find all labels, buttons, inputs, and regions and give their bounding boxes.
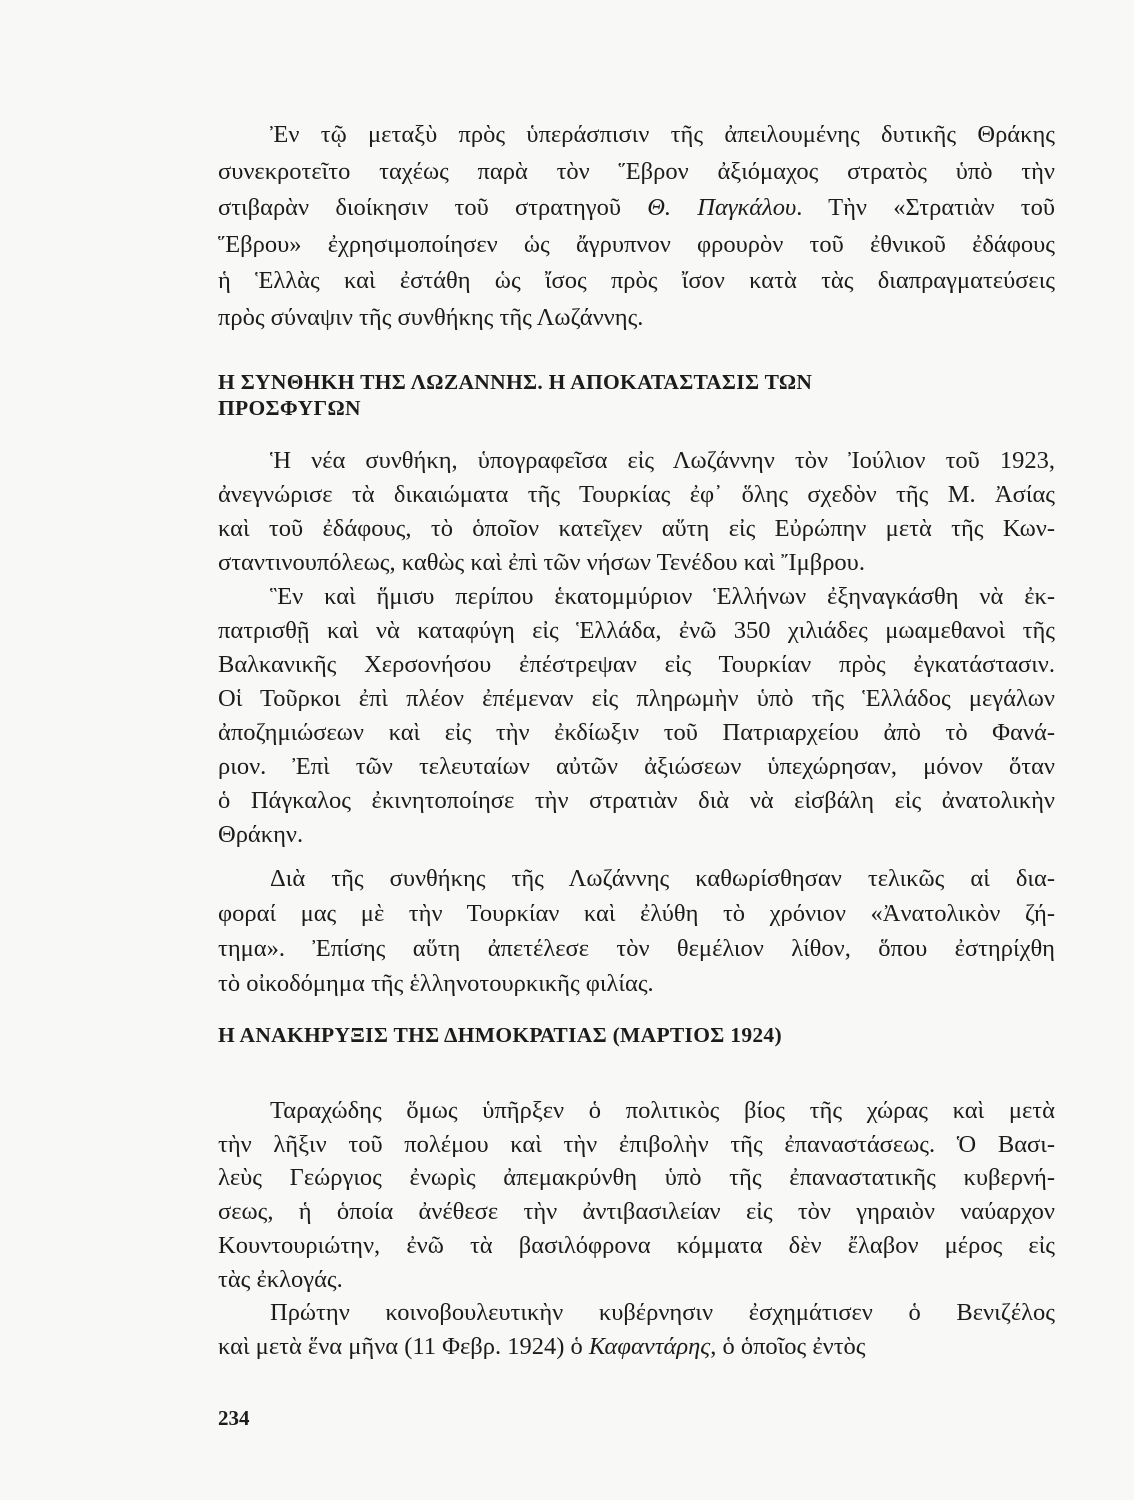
section-heading-republic: Η ΑΝΑΚΗΡΥΞΙΣ ΤΗΣ ΔΗΜΟΚΡΑΤΙΑΣ (ΜΑΡΤΙΟΣ 1924) bbox=[218, 1023, 782, 1047]
text-segment: , ὁ ὁποῖος ἐντὸς bbox=[710, 1332, 866, 1360]
text-line: πρὸς σύναψιν τῆς συνθήκης τῆς Λωζάννης. bbox=[218, 303, 644, 331]
text-line: σεως, ἡ ὁποία ἀνέθεσε τὴν ἀντιβασιλείαν εἰς τὸν γηραιὸν ναύαρχον bbox=[218, 1198, 1055, 1226]
text-line: τὴν λῆξιν τοῦ πολέμου καὶ τὴν ἐπιβολὴν τῆς ἐπαναστάσεως. Ὁ Βασι- bbox=[218, 1130, 1055, 1158]
text-line: Οἱ Τοῦρκοι ἐπὶ πλέον ἐπέμεναν εἰς πληρωμὴν ὑπὸ τῆς Ἑλλάδος μεγάλων bbox=[218, 685, 1055, 712]
text-line: ἡ Ἑλλὰς καὶ ἐστάθη ὡς ἴσος πρὸς ἴσον κατὰ τὰς διαπραγματεύσεις bbox=[218, 267, 1055, 294]
section-heading-line: Η ΣΥΝΘΗΚΗ ΤΗΣ ΛΩΖΑΝΝΗΣ. Η ΑΠΟΚΑΤΑΣΤΑΣΙΣ ΤΩΝ bbox=[218, 370, 813, 394]
text-line: συνεκροτεῖτο ταχέως παρὰ τὸν Ἕβρον ἀξιόμαχος στρατὸς ὑπὸ τὴν bbox=[218, 157, 1055, 185]
text-line: τὸ οἰκοδόμημα τῆς ἑλληνοτουρκικῆς φιλίας. bbox=[218, 970, 654, 997]
italic-name: Θ. Παγκάλου bbox=[647, 194, 797, 221]
section-heading-line: ΠΡΟΣΦΥΓΩΝ bbox=[218, 396, 361, 420]
text-line: ἀποζημιώσεων καὶ εἰς τὴν ἐκδίωξιν τοῦ Πατριαρχείου ἀπὸ τὸ Φανά- bbox=[218, 719, 1055, 746]
text-line: Διὰ τῆς συνθήκης τῆς Λωζάννης καθωρίσθησαν τελικῶς αἱ δια- bbox=[270, 865, 1055, 892]
text-line: ἀνεγνώρισε τὰ δικαιώματα τῆς Τουρκίας ἐφ᾽ ὅλης σχεδὸν τῆς Μ. Ἀσίας bbox=[218, 481, 1055, 508]
text-segment: καὶ μετὰ ἕνα μῆνα (11 Φεβρ. 1924) ὁ bbox=[218, 1332, 589, 1360]
paragraph-treaty-terms bbox=[218, 444, 1055, 580]
paragraph-government bbox=[218, 1296, 1055, 1363]
text-line: τημα». Ἐπίσης αὕτη ἀπετέλεσε τὸν θεμέλιον λίθον, ὅπου ἐστηρίχθη bbox=[218, 935, 1055, 962]
text-line: λεὺς Γεώργιος ἐνωρὶς ἀπεμακρύνθη ὑπὸ τῆς ἐπαναστατικῆς κυβερνή- bbox=[218, 1164, 1055, 1192]
text-line: ριον. Ἐπὶ τῶν τελευταίων αὐτῶν ἀξιώσεων ὑπεχώρησαν, μόνον ὅταν bbox=[218, 753, 1055, 780]
text-line: σταντινουπόλεως, καθὼς καὶ ἐπὶ τῶν νήσων Τενέδου καὶ Ἴμβρου. bbox=[218, 549, 865, 576]
paragraph-political-life bbox=[218, 1094, 1055, 1296]
text-line: Ἡ νέα συνθήκη, ὑπογραφεῖσα εἰς Λωζάννην τὸν Ἰούλιον τοῦ 1923, bbox=[270, 447, 1055, 474]
text-line: Θράκην. bbox=[218, 821, 304, 848]
text-line: Βαλκανικῆς Χερσονήσου ἐπέστρεψαν εἰς Τουρκίαν πρὸς ἐγκατάστασιν. bbox=[218, 651, 1055, 678]
text-line: Πρώτην κοινοβουλευτικὴν κυβέρνησιν ἐσχημάτισεν ὁ Βενιζέλος bbox=[270, 1299, 1055, 1326]
text-line: Ἕβρου» ἐχρησιμοποίησεν ὡς ἄγρυπνον φρουρὸν τοῦ ἐθνικοῦ ἐδάφους bbox=[218, 230, 1055, 258]
text-line bbox=[218, 190, 1055, 227]
text-line bbox=[218, 1330, 1055, 1364]
text-segment: . Τὴν «Στρατιὰν τοῦ bbox=[796, 194, 1055, 221]
text-line: Ταραχώδης ὅμως ὑπῆρξεν ὁ πολιτικὸς βίος τῆς χώρας καὶ μετὰ bbox=[270, 1097, 1055, 1124]
text-line: Ἐν τῷ μεταξὺ πρὸς ὑπεράσπισιν τῆς ἀπειλουμένης δυτικῆς Θράκης bbox=[270, 121, 1055, 148]
paragraph-refugees bbox=[218, 580, 1055, 852]
text-line: πατρισθῇ καὶ νὰ καταφύγη εἰς Ἑλλάδα, ἐνῶ 350 χιλιάδες μωαμεθανοὶ τῆς bbox=[218, 617, 1055, 644]
paragraph-treaty-result bbox=[218, 861, 1055, 1001]
italic-name: Καφαντάρης bbox=[588, 1332, 711, 1360]
paragraph-hebros-army bbox=[218, 117, 1055, 336]
text-line: ὁ Πάγκαλος ἐκινητοποίησε τὴν στρατιὰν διὰ νὰ εἰσβάλη εἰς ἀνατολικὴν bbox=[218, 787, 1055, 814]
text-segment: στιβαρὰν διοίκησιν τοῦ στρατηγοῦ bbox=[218, 194, 648, 221]
text-line: καὶ τοῦ ἐδάφους, τὸ ὁποῖον κατεῖχεν αὕτη εἰς Εὐρώπην μετὰ τῆς Κων- bbox=[218, 515, 1055, 542]
text-line: Κουντουριώτην, ἐνῶ τὰ βασιλόφρονα κόμματα δὲν ἔλαβον μέρος εἰς bbox=[218, 1231, 1055, 1259]
text-line: τὰς ἐκλογάς. bbox=[218, 1265, 343, 1293]
section-heading-lausanne bbox=[218, 369, 812, 421]
text-line: Ἓν καὶ ἥμισυ περίπου ἑκατομμύριον Ἑλλήνων ἐξηναγκάσθη νὰ ἐκ- bbox=[270, 583, 1055, 610]
text-line: φοραί μας μὲ τὴν Τουρκίαν καὶ ἐλύθη τὸ χρόνιον «Ἀνατολικὸν ζή- bbox=[218, 900, 1055, 927]
page-number: 234 bbox=[218, 1406, 250, 1430]
